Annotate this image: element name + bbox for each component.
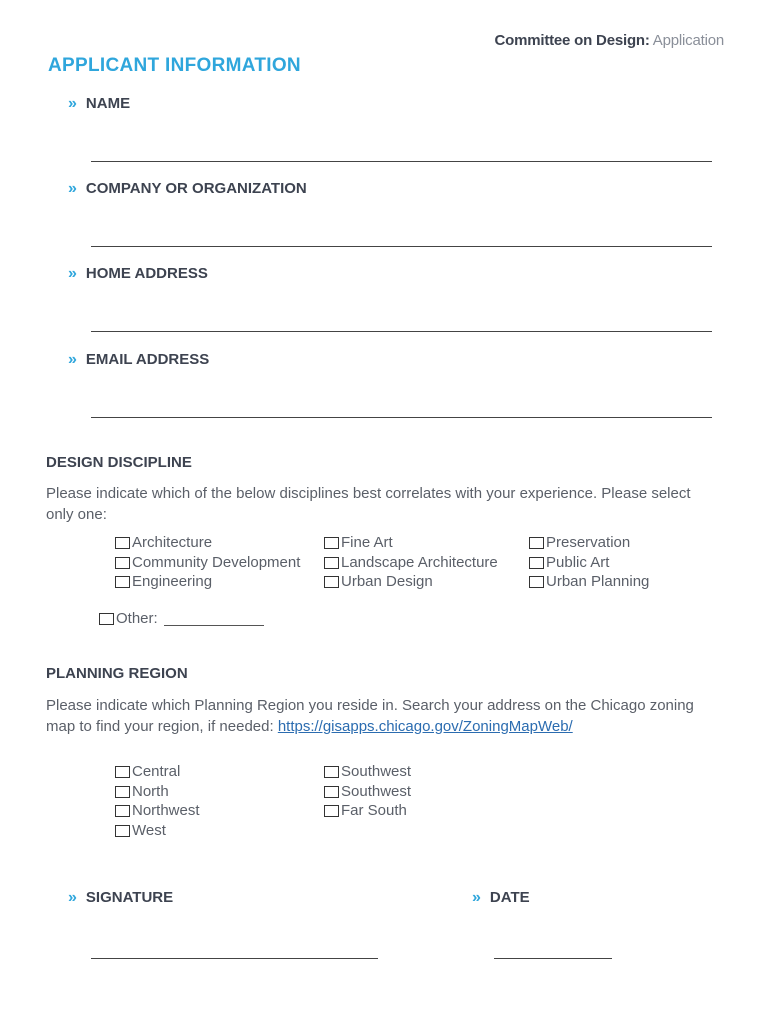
checkbox-option[interactable] [324,782,411,802]
option-label: Central [132,763,181,781]
checkbox-icon[interactable] [99,613,114,625]
header-application: Application [649,32,724,49]
checkbox-option[interactable] [324,801,411,821]
option-label: Urban Design [341,573,433,591]
option-label: Urban Planning [546,573,650,591]
checkbox-icon[interactable] [324,766,339,778]
checkbox-option[interactable] [529,553,649,573]
option-label: Public Art [546,553,610,571]
checkbox-option-other[interactable] [99,609,264,629]
checkbox-icon[interactable] [115,766,130,778]
checkbox-option[interactable] [115,801,200,821]
checkbox-option[interactable] [324,762,411,782]
option-label: North [132,782,169,800]
name-input-line[interactable] [91,161,712,162]
option-label: Community Development [132,553,301,571]
chevron-icon: » [472,889,481,906]
checkbox-icon[interactable] [324,576,339,588]
signature-input-line[interactable] [91,958,378,959]
checkbox-icon[interactable] [115,805,130,817]
checkbox-option[interactable] [529,572,649,592]
checkbox-icon[interactable] [324,537,339,549]
section-title-applicant-information: APPLICANT INFORMATION [48,55,301,76]
field-label-text: DATE [489,889,530,906]
option-label: Southwest [341,782,412,800]
region-column-1 [115,762,200,840]
chevron-icon: » [68,95,77,112]
option-label: West [132,821,166,839]
design-discipline-instructions: Please indicate which of the below disciplines best correlates with your experience. Please select only one: [46,485,691,523]
design-discipline-title: DESIGN DISCIPLINE [46,454,192,471]
zoning-map-link[interactable]: https://gisapps.chicago.gov/ZoningMapWeb/ [277,717,573,735]
field-label-email [68,351,209,369]
checkbox-icon[interactable] [115,557,130,569]
checkbox-option[interactable] [115,782,200,802]
checkbox-option[interactable] [115,762,200,782]
field-label-text: EMAIL ADDRESS [85,351,210,368]
home-address-input-line[interactable] [91,331,712,332]
option-label: Engineering [132,573,213,591]
checkbox-icon[interactable] [115,825,130,837]
checkbox-icon[interactable] [529,576,544,588]
option-label: Fine Art [341,534,393,552]
planning-region-instructions [46,696,722,737]
option-label: Architecture [132,534,213,552]
discipline-column-3 [529,533,649,592]
option-label: Northwest [132,802,200,820]
chevron-icon: » [68,265,77,282]
document-header [494,32,724,49]
date-input-line[interactable] [494,958,612,959]
checkbox-option[interactable] [529,533,649,553]
planning-region-text: Please indicate which Planning Region you reside in. Search your address on the Chicago zoning map to find your region, if needed: [46,697,694,735]
field-label-text: NAME [85,95,131,112]
checkbox-icon[interactable] [324,557,339,569]
checkbox-option[interactable] [115,572,300,592]
company-input-line[interactable] [91,246,712,247]
planning-region-title: PLANNING REGION [46,665,188,682]
checkbox-option[interactable] [115,553,300,573]
checkbox-icon[interactable] [115,537,130,549]
field-label-signature [68,889,173,907]
checkbox-option[interactable] [324,553,498,573]
header-committee: Committee on Design: [494,32,650,49]
checkbox-icon[interactable] [529,557,544,569]
checkbox-icon[interactable] [115,576,130,588]
checkbox-option[interactable] [115,533,300,553]
chevron-icon: » [68,351,77,368]
field-label-text: HOME ADDRESS [85,265,208,282]
checkbox-option[interactable] [115,821,200,841]
field-label-name [68,95,130,113]
option-label-other: Other: [116,610,158,628]
checkbox-icon[interactable] [529,537,544,549]
checkbox-icon[interactable] [324,805,339,817]
option-label: Southwest [341,763,412,781]
field-label-home-address [68,265,208,283]
email-input-line[interactable] [91,417,712,418]
checkbox-icon[interactable] [324,786,339,798]
discipline-column-2 [324,533,498,592]
option-label: Preservation [546,534,631,552]
field-label-date [472,889,530,907]
field-label-company [68,180,307,198]
field-label-text: COMPANY OR ORGANIZATION [85,180,307,197]
checkbox-option[interactable] [324,533,498,553]
checkbox-option[interactable] [324,572,498,592]
option-label: Far South [341,802,407,820]
other-input-line[interactable] [164,611,264,626]
discipline-column-1 [115,533,300,592]
chevron-icon: » [68,180,77,197]
field-label-text: SIGNATURE [85,889,174,906]
checkbox-icon[interactable] [115,786,130,798]
region-column-2 [324,762,411,821]
chevron-icon: » [68,889,77,906]
option-label: Landscape Architecture [341,553,498,571]
